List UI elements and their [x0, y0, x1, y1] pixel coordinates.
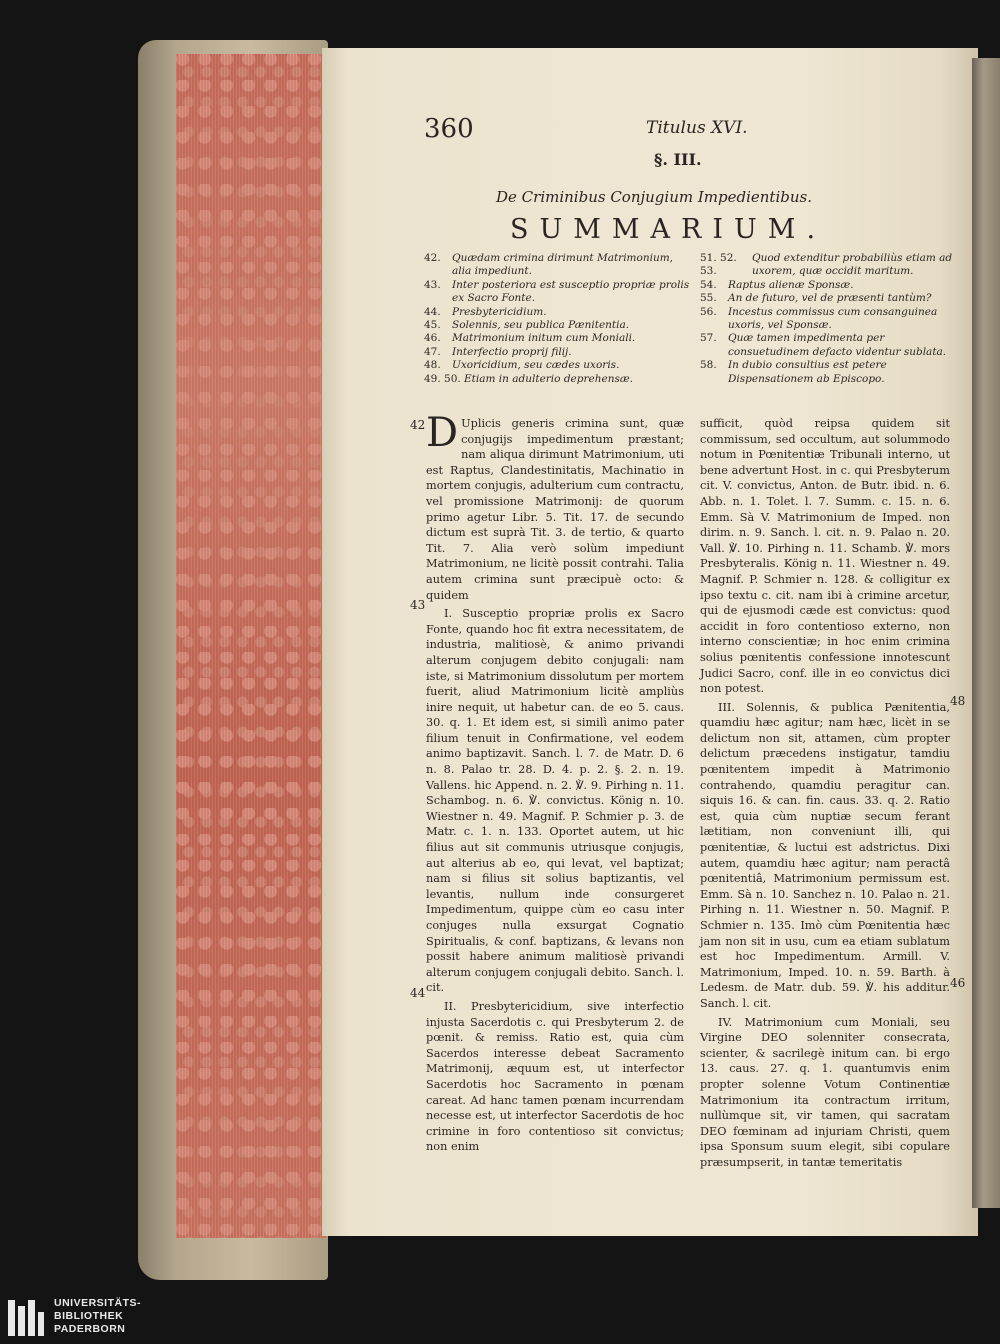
paragraph: sufficit, quòd reipsa quidem sit commissum, sed occultum, aut solummodo notum in Pœnitentiæ Tribunali interno, ut bene advertunt Host. in c. qui Presbyterum cit. V. convictus, Anton. de Butr. ibid. n. 6. Abb. n. 1. Tolet. l. 7. Summ. c. 15. n. 6. Emm. Sà V. Matrimonium de Imped. non dirim. n. 9. Sanch. l. cit. n. 9. Palao n. 20. Vall. ℣. 10. Pirhing n. 11. Schamb. ℣. mors Presbyteralis. König n. 11. Wiestner n. 49. Magnif. P. Schmier n. 128. & colligitur ex ipso textu c. cit. nam ibi à crimine arcetur, qui de ejusmodi cæde est convictus: quod accidit in foro contentioso externo, non interno conscientiæ; in hoc enim crimina solius pœnitentis confessione innotescunt Judici Sacro, conf. ille in eo convictus dici non potest.: [700, 417, 950, 696]
library-name: UNIVERSITÄTS- BIBLIOTHEK PADERBORN: [54, 1297, 142, 1335]
paragraph: III. Solennis, & publica Pænitentia, quamdiu hæc agitur; nam hæc, licèt in se delictum non sit, attamen, cùm propter delictum præcedens instigatur, tamdiu pœnitentem impedit à Matrimonio contrahendo, quamdiu peragitur can. siquis 16. & can. fin. caus. 33. q. 2. Ratio est, quia cùm nuptiæ secum ferant lætitiam, non conveniunt illi, qui pœnitentiæ, & luctui est adstrictus. Dixi autem, quamdiu hæc agitur; nam peractâ pœnitentiâ, Matrimonium permissum est. Emm. Sà n. 10. Sanchez n. 10. Palao n. 21. Pirhing n. 11. Wiestner n. 50. Magnif. P. Schmier n. 135. Imò cùm Pœnitentia hæc jam non sit in usu, cum ea etiam sublatum est hoc Impedimentum. Armill. V. Matrimonium, Imped. 10. n. 59. Barth. à Ledesm. de Matr. dub. 59. ℣. his additur. Sanch. l. cit.: [700, 700, 950, 1010]
summary-list-left: [424, 252, 694, 386]
summary-item: 42. Quædam crimina dirimunt Matrimonium, alia impediunt.: [424, 252, 674, 278]
running-title: Titulus XVI.: [646, 118, 748, 138]
summary-item: 54. Raptus alienæ Sponsæ.: [700, 278, 854, 291]
section-number: §. III.: [654, 150, 702, 169]
paragraph: I. Susceptio propriæ prolis ex Sacro Fonte, quando hoc fit extra necessitatem, de industria, malitiosè, & animo privandi alterum conjugem debito conjugali: nam iste, si Matrimonium dissolutum per mortem fuerit, aliud Matrimonium licitè ampliùs inire nequit, ut habetur can. de eo 5. caus. 30. q. 1. Et idem est, si similì animo pater filium tenuit in Confirmatione, vel eodem animo baptizavit. Sanch. l. 7. de Matr. D. 6 n. 8. Palao tr. 28. D. 4. p. 2. §. 2. n. 19. Vallens. hic Append. n. 2. ℣. 9. Pirhing n. 11. Schambog. n. 6. ℣. convictus. König n. 10. Wiestner n. 49. Magnif. P. Schmier p. 3. de Matr. c. 1. n. 133. Oportet autem, ut hic filius aut sit communis utriusque conjugis, aut alterius ab eo, qui levat, vel baptizat; nam si filius sit solius baptizantis, vel levantis, nullum inde consurgeret Impedimentum, quippe cùm eo casu inter conjuges nulla exsurgat Cognatio Spiritualis, & conf. baptizans, & levans non possit habere animum malitiosè privandi alterum conjugem conjugali debito. Sanch. l. cit.: [426, 607, 684, 995]
summary-item: 47. Interfectio proprij filij.: [424, 345, 572, 358]
summary-item: 45. Solennis, seu publica Pænitentia.: [424, 319, 630, 332]
margin-number: 48: [950, 694, 966, 708]
summary-item: 57. Quæ tamen impedimenta per consuetudinem defacto videntur sublata.: [700, 332, 947, 358]
facing-page-edge: [972, 58, 1000, 1208]
library-logo-icon: [6, 1298, 46, 1338]
margin-number: 42: [410, 418, 426, 432]
summary-item: 49. 50. Etiam in adulterio deprehensæ.: [424, 372, 634, 385]
summary-item: 55. An de futuro, vel de præsenti tantùm?: [700, 292, 932, 305]
text-column-left: [426, 410, 684, 1158]
margin-number: 43: [410, 598, 426, 612]
summary-item: 44. Presbytericidium.: [424, 305, 547, 318]
text-column-right: [700, 416, 950, 1174]
margin-number: 44: [410, 986, 426, 1000]
summary-list-right: [700, 252, 958, 386]
margin-number: 46: [950, 976, 966, 990]
summary-item: 48. Uxoricidium, seu cædes uxoris.: [424, 359, 620, 372]
paragraph: II. Presbytericidium, sive interfectio injusta Sacerdotis c. qui Presbyterum 2. de pœnit. & remiss. Ratio est, quia cùm Sacerdos interesse debeat Sacramento Matrimonij, æquum est, ut interfector Sacerdotis hoc Sacramento in pœnam careat. Ad hanc tamen pœnam incurrendam necesse est, ut interfector Sacerdotis de hoc crimine in foro contentioso sit convictus; non enim: [426, 999, 684, 1154]
section-subtitle: De Criminibus Conjugium Impedientibus.: [496, 188, 812, 206]
library-footer: [0, 1292, 1000, 1344]
summary-item: 56. Incestus commissus cum consanguinea uxoris, vel Sponsæ.: [700, 305, 938, 332]
summary-item: 43. Inter posteriora est susceptio propriæ prolis ex Sacro Fonte.: [424, 278, 690, 305]
summary-item: 51. 52. 53. Quod extenditur probabiliùs etiam ad uxorem, quæ occidit maritum.: [700, 252, 953, 278]
page-number: 360: [424, 114, 474, 144]
paragraph: D Uplicis generis crimina sunt, quæ conjugijs impedimentum præstant; nam aliqua dirimunt Matrimonium, uti est Raptus, Clandestinitatis, Machinatio in mortem conjugis, adulterium cum contractu, vel promissione Matrimonij: de quorum primo agetur Libr. 5. Tit. 17. de secundo dictum est suprà Tit. 3. de tertio, & quarto Tit. 7. Alia verò solùm impediunt Matrimonium, ne licitè possit contrahi. Talia autem crimina sunt præcipuè octo: & quidem: [426, 410, 684, 602]
summary-item: 46. Matrimonium initum cum Moniali.: [424, 332, 636, 345]
drop-cap: D: [426, 410, 459, 456]
paragraph: IV. Matrimonium cum Moniali, seu Virgine DEO solenniter consecrata, scienter, & sacrilegè initum can. bi ergo 13. caus. 27. q. 1. quantumvis enim propter solenne Votum Continentiæ Matrimonium ita contractum irritum, nullùmque sit, vir tamen, qui sacratam DEO fœminam ad injuriam Christi, quem ipsa Sponsum suum elegit, sibi copulare præsumpserit, in tantæ temeritatis: [700, 1015, 950, 1169]
summary-item: 58. In dubio consultius est petere Dispensationem ab Episcopo.: [700, 359, 887, 385]
page-edges: [176, 54, 326, 1238]
summary-heading: SUMMARIUM.: [510, 214, 827, 245]
